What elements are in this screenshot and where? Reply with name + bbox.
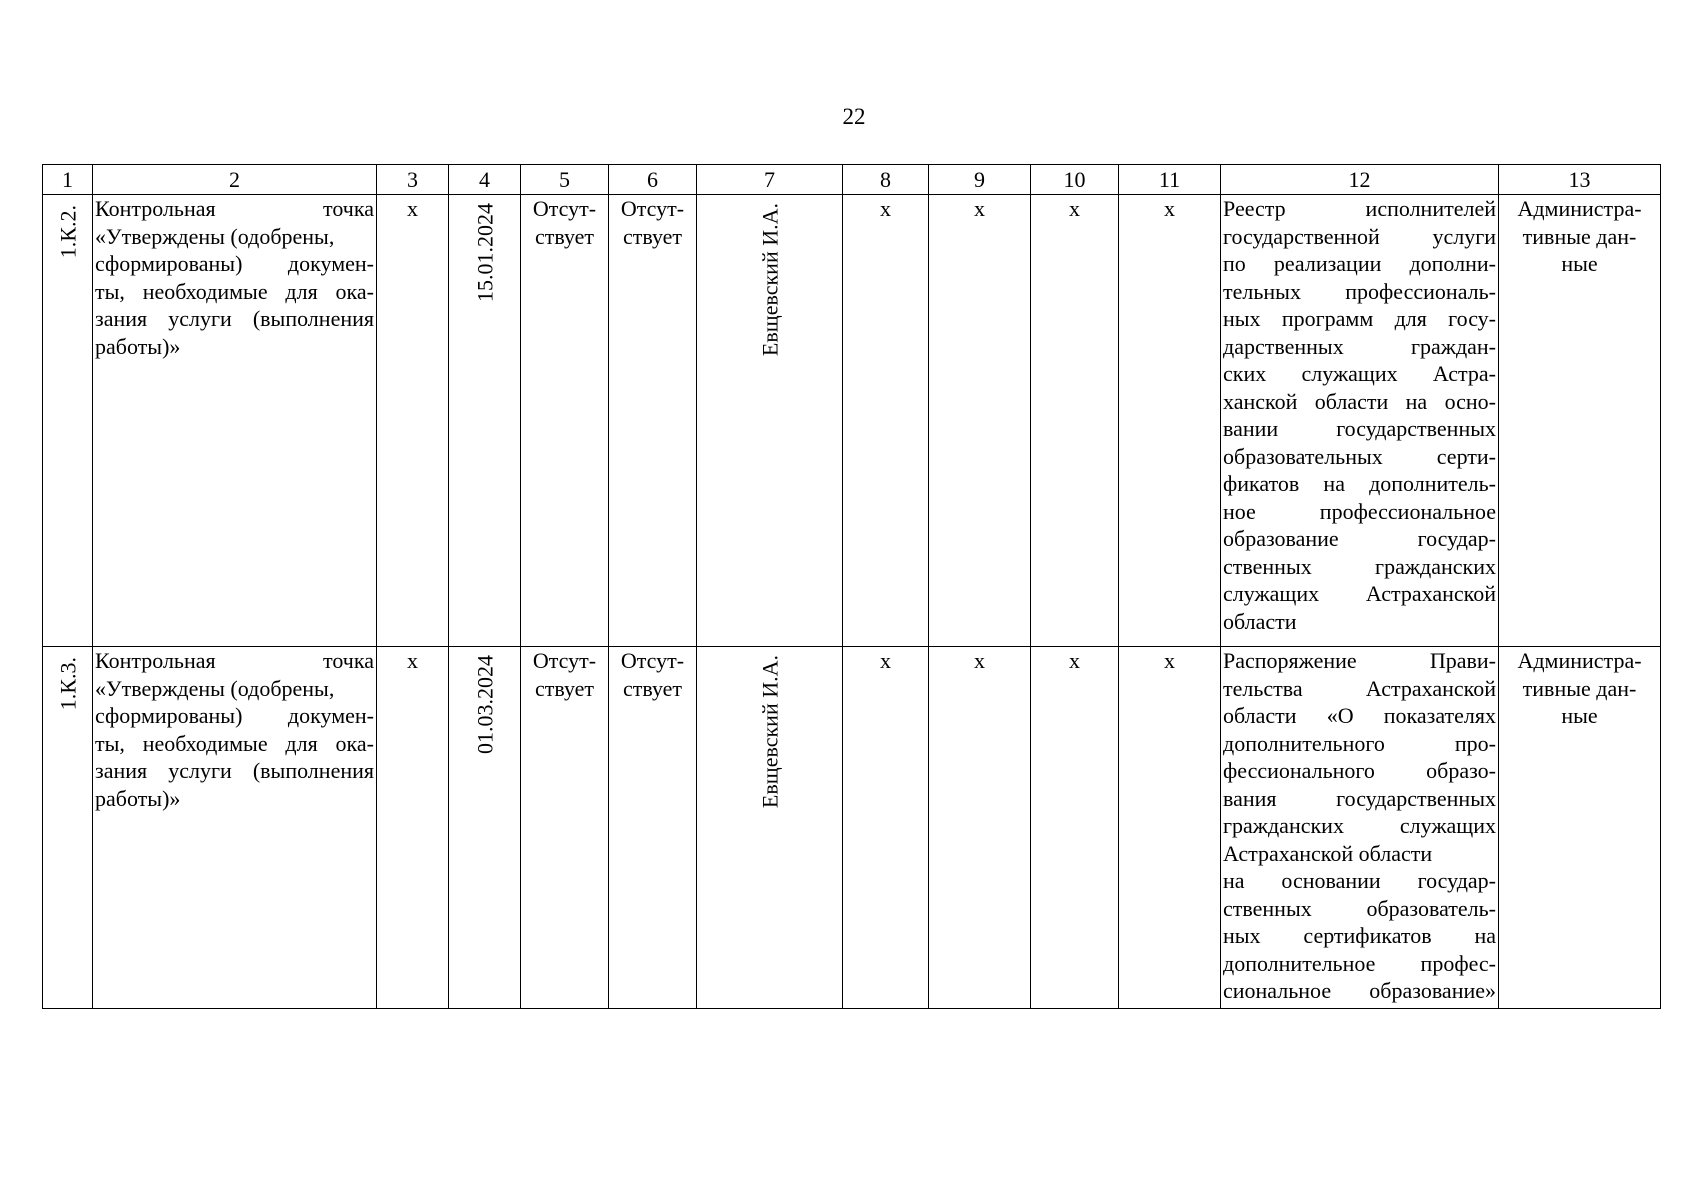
doc-line: ских служащих Астра- (1223, 361, 1496, 386)
header-cell: 10 (1031, 165, 1119, 195)
doc-line: дополнительного про- (1223, 730, 1496, 756)
cell-11: х (1119, 647, 1221, 1009)
cell-8: х (843, 647, 929, 1009)
header-cell: 12 (1221, 165, 1499, 195)
header-cell: 3 (377, 165, 449, 195)
date-text: 15.01.2024 (471, 203, 497, 302)
doc-line: на основании государ- (1223, 868, 1496, 893)
doc-line: ственных гражданских (1223, 553, 1496, 579)
date-text: 01.03.2024 (471, 655, 497, 754)
header-cell: 6 (609, 165, 697, 195)
cell-10: х (1031, 647, 1119, 1009)
header-row (43, 165, 1661, 195)
cell-5: Отсут- ствует (521, 647, 609, 1009)
name-line: ты, необходимые для ока- (95, 278, 374, 304)
control-points-table (42, 164, 1661, 1009)
responsible-text: Евщевский И.А. (756, 655, 782, 809)
cell-5: Отсут- ствует (521, 195, 609, 647)
doc-line: по реализации дополни- (1223, 251, 1496, 276)
name-line: ты, необходимые для ока- (95, 730, 374, 756)
doc-line: служащих Астраханской (1223, 581, 1496, 606)
header-cell: 4 (449, 165, 521, 195)
doc-line: ственных образователь- (1223, 895, 1496, 921)
doc-line: тельства Астраханской (1223, 675, 1496, 701)
responsible-cell (697, 195, 843, 647)
name-line: Контрольная точка (95, 196, 374, 221)
doc-line: образовательных серти- (1223, 443, 1496, 469)
header-cell: 5 (521, 165, 609, 195)
table-row (43, 195, 1661, 647)
row-id: 1.К.2. (54, 205, 80, 259)
doc-line: ных программ для госу- (1223, 306, 1496, 331)
document-cell (1221, 195, 1499, 647)
doc-line: вания государственных (1223, 785, 1496, 811)
date-cell (449, 195, 521, 647)
header-cell: 1 (43, 165, 93, 195)
date-cell (449, 647, 521, 1009)
name-line: зания услуги (выполнения (95, 758, 374, 783)
doc-line: дополнительное профес- (1223, 950, 1496, 976)
cell-6: Отсут- ствует (609, 647, 697, 1009)
doc-line: тельных профессиональ- (1223, 278, 1496, 304)
row-id-cell (43, 647, 93, 1009)
name-line: работы)» (95, 785, 181, 811)
doc-line: образование государ- (1223, 526, 1496, 551)
doc-line: вании государственных (1223, 416, 1496, 441)
doc-line: дарственных граждан- (1223, 333, 1496, 359)
doc-line: фессионального образо- (1223, 758, 1496, 783)
name-line: зания услуги (выполнения (95, 306, 374, 331)
doc-line: области (1223, 608, 1297, 634)
doc-line: Астраханской области (1223, 840, 1433, 866)
source-cell: Администра- тивные дан- ные (1499, 647, 1661, 1009)
name-line: сформированы) докумен- (95, 251, 374, 276)
doc-line: ханской области на осно- (1223, 388, 1496, 414)
header-cell: 7 (697, 165, 843, 195)
header-cell: 8 (843, 165, 929, 195)
name-line: сформированы) докумен- (95, 703, 374, 728)
cell-3: х (377, 647, 449, 1009)
name-cell (93, 195, 377, 647)
cell-10: х (1031, 195, 1119, 647)
source-cell: Администра- тивные дан- ные (1499, 195, 1661, 647)
name-line: «Утверждены (одобрены, (95, 675, 335, 701)
cell-9: х (929, 195, 1031, 647)
page-number: 22 (842, 104, 866, 129)
doc-line: области «О показателях (1223, 703, 1496, 728)
header-cell: 9 (929, 165, 1031, 195)
doc-line: гражданских служащих (1223, 813, 1496, 838)
cell-9: х (929, 647, 1031, 1009)
header-cell: 13 (1499, 165, 1661, 195)
doc-line: сиональное образование» (1223, 978, 1496, 1003)
doc-line: фикатов на дополнитель- (1223, 471, 1496, 496)
header-cell: 2 (93, 165, 377, 195)
row-id-cell (43, 195, 93, 647)
doc-line: ное профессиональное (1223, 498, 1496, 524)
name-line: «Утверждены (одобрены, (95, 223, 335, 249)
cell-3: х (377, 195, 449, 647)
responsible-cell (697, 647, 843, 1009)
header-cell: 11 (1119, 165, 1221, 195)
cell-8: х (843, 195, 929, 647)
doc-line: государственной услуги (1223, 223, 1496, 249)
table-row (43, 647, 1661, 1009)
doc-line: Распоряжение Прави- (1223, 648, 1496, 673)
document-cell (1221, 647, 1499, 1009)
name-line: Контрольная точка (95, 648, 374, 673)
cell-11: х (1119, 195, 1221, 647)
cell-6: Отсут- ствует (609, 195, 697, 647)
name-line: работы)» (95, 333, 181, 359)
doc-line: Реестр исполнителей (1223, 196, 1496, 221)
doc-line: ных сертификатов на (1223, 923, 1496, 948)
row-id: 1.К.3. (54, 657, 80, 711)
name-cell (93, 647, 377, 1009)
responsible-text: Евщевский И.А. (756, 203, 782, 357)
